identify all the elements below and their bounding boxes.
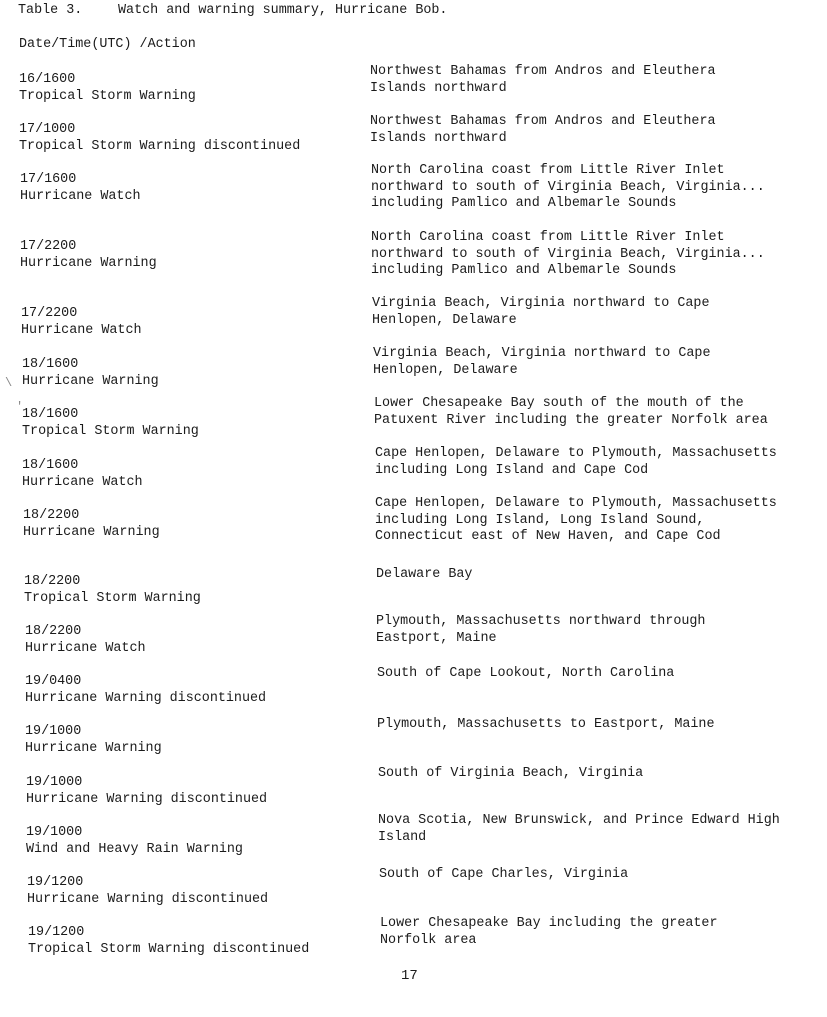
location-line: including Pamlico and Albemarle Sounds: [371, 263, 677, 278]
datetime: 16/1600: [19, 72, 76, 87]
datetime: 18/1600: [22, 407, 79, 422]
location-cell: [370, 64, 716, 97]
table-label: Table 3.: [18, 3, 83, 18]
location-line: including Long Island, Long Island Sound,: [375, 512, 705, 528]
location-line: South of Cape Charles, Virginia: [379, 867, 629, 882]
datetime: 19/1000: [26, 775, 83, 790]
location-cell: [376, 567, 472, 584]
location-cell: [372, 296, 710, 329]
action: Hurricane Warning: [22, 373, 159, 389]
location-line: Plymouth, Massachusetts northward through: [376, 614, 706, 629]
action: Tropical Storm Warning discontinued: [28, 941, 310, 957]
datetime: 19/1000: [25, 724, 82, 739]
column-header: Date/Time(UTC) /Action: [19, 37, 196, 52]
scan-mark: ': [16, 400, 24, 414]
datetime: 19/1000: [26, 825, 83, 840]
date-action-cell: [20, 172, 141, 205]
date-action-cell: [21, 306, 142, 339]
action: Hurricane Watch: [20, 188, 141, 204]
location-line: Lower Chesapeake Bay south of the mouth of the: [374, 396, 744, 411]
datetime: 17/1600: [20, 172, 77, 187]
date-action-cell: [20, 239, 157, 272]
datetime: 19/1200: [27, 875, 84, 890]
location-cell: [376, 614, 705, 647]
date-action-cell: [22, 407, 199, 440]
location-line: Henlopen, Delaware: [373, 362, 518, 378]
location-cell: [374, 396, 768, 429]
location-line: Virginia Beach, Virginia northward to Cape: [372, 296, 710, 311]
location-line: Island: [378, 829, 427, 845]
action: Hurricane Warning: [25, 740, 162, 756]
location-line: Connecticut east of New Haven, and Cape Cod: [375, 529, 721, 544]
date-action-cell: [19, 72, 196, 105]
date-action-cell: [28, 925, 309, 958]
datetime: 18/1600: [22, 458, 79, 473]
location-cell: [380, 916, 718, 949]
location-line: Norfolk area: [380, 932, 477, 948]
location-line: Cape Henlopen, Delaware to Plymouth, Massachusetts: [375, 446, 777, 461]
date-action-cell: [23, 508, 160, 541]
location-line: South of Cape Lookout, North Carolina: [377, 666, 675, 681]
action: Hurricane Warning: [20, 255, 157, 271]
location-cell: [371, 230, 765, 280]
datetime: 19/1200: [28, 925, 85, 940]
action: Hurricane Watch: [25, 640, 146, 656]
date-action-cell: [25, 674, 266, 707]
location-line: including Pamlico and Albemarle Sounds: [371, 196, 677, 211]
action: Tropical Storm Warning: [22, 423, 199, 439]
table-caption: [18, 3, 447, 18]
location-line: northward to south of Virginia Beach, Virginia...: [371, 179, 765, 195]
location-cell: [371, 163, 765, 213]
location-cell: [378, 813, 780, 846]
date-action-cell: [24, 574, 201, 607]
action: Hurricane Watch: [22, 474, 143, 490]
location-line: Northwest Bahamas from Andros and Eleuthera: [370, 114, 716, 129]
action: Hurricane Warning discontinued: [27, 891, 269, 907]
location-line: North Carolina coast from Little River Inlet: [371, 230, 725, 245]
date-action-cell: [25, 724, 162, 757]
date-action-cell: [22, 458, 143, 491]
location-line: Henlopen, Delaware: [372, 312, 517, 328]
action: Tropical Storm Warning: [24, 590, 201, 606]
datetime: 18/2200: [23, 508, 80, 523]
date-action-cell: [22, 357, 159, 390]
datetime: 17/2200: [20, 239, 77, 254]
datetime: 18/2200: [25, 624, 82, 639]
action: Wind and Heavy Rain Warning: [26, 841, 243, 857]
location-line: Northwest Bahamas from Andros and Eleuthera: [370, 64, 716, 79]
datetime: 18/1600: [22, 357, 79, 372]
datetime: 19/0400: [25, 674, 82, 689]
date-action-cell: [26, 775, 267, 808]
date-action-cell: [27, 875, 268, 908]
location-line: Lower Chesapeake Bay including the greater: [380, 916, 718, 931]
location-line: South of Virginia Beach, Virginia: [378, 766, 644, 781]
location-line: Nova Scotia, New Brunswick, and Prince Edward High: [378, 813, 780, 828]
action: Hurricane Watch: [21, 322, 142, 338]
table-title: Watch and warning summary, Hurricane Bob.: [118, 3, 448, 18]
date-action-cell: [25, 624, 146, 657]
location-line: Plymouth, Massachusetts to Eastport, Maine: [377, 717, 715, 732]
action: Hurricane Warning discontinued: [26, 791, 268, 807]
location-cell: [375, 446, 777, 479]
location-line: northward to south of Virginia Beach, Virginia...: [371, 246, 765, 262]
location-line: Islands northward: [370, 80, 507, 96]
location-line: Cape Henlopen, Delaware to Plymouth, Massachusetts: [375, 496, 777, 511]
action: Tropical Storm Warning: [19, 88, 196, 104]
location-cell: [379, 867, 628, 884]
location-cell: [373, 346, 711, 379]
location-line: Islands northward: [370, 130, 507, 146]
date-action-cell: [19, 122, 300, 155]
location-cell: [370, 114, 716, 147]
location-cell: [377, 717, 715, 734]
location-line: Eastport, Maine: [376, 630, 497, 646]
action: Tropical Storm Warning discontinued: [19, 138, 301, 154]
location-line: Patuxent River including the greater Norfolk area: [374, 412, 768, 428]
date-action-cell: [26, 825, 243, 858]
datetime: 17/2200: [21, 306, 78, 321]
location-cell: [377, 666, 674, 683]
location-line: North Carolina coast from Little River Inlet: [371, 163, 725, 178]
action: Hurricane Warning: [23, 524, 160, 540]
location-line: including Long Island and Cape Cod: [375, 462, 649, 478]
location-line: Virginia Beach, Virginia northward to Cape: [373, 346, 711, 361]
action: Hurricane Warning discontinued: [25, 690, 267, 706]
scan-mark: \: [5, 376, 13, 390]
page-number: 17: [401, 968, 418, 984]
location-line: Delaware Bay: [376, 567, 473, 582]
location-cell: [375, 496, 777, 546]
datetime: 18/2200: [24, 574, 81, 589]
datetime: 17/1000: [19, 122, 76, 137]
location-cell: [378, 766, 643, 783]
